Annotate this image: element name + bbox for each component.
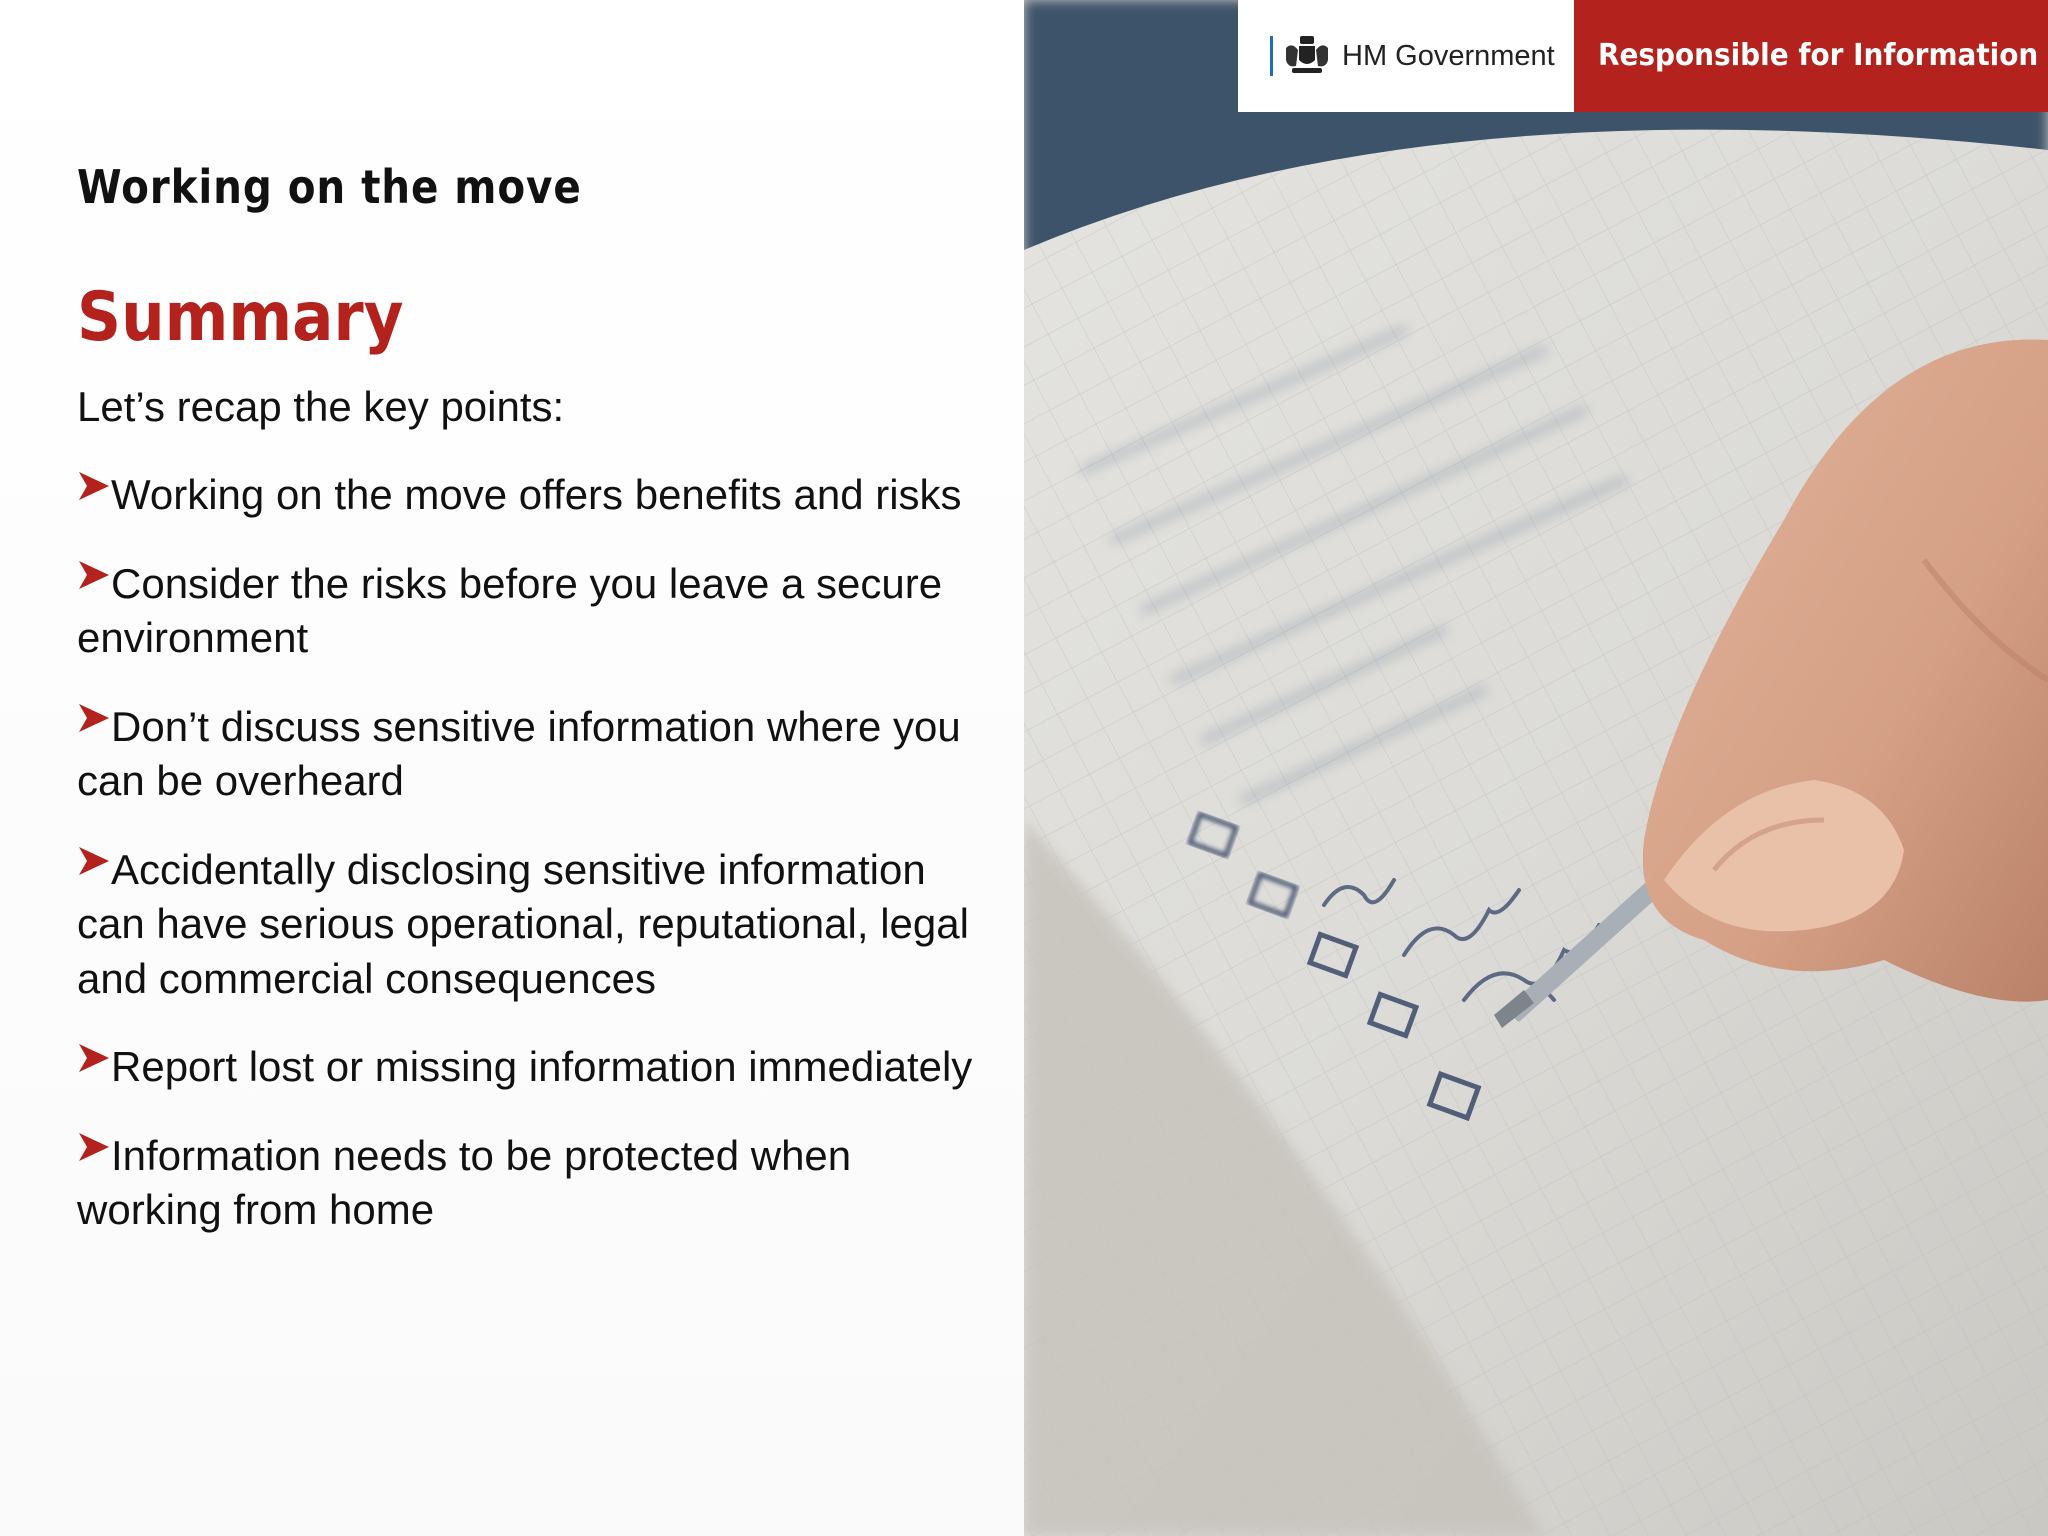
key-point [77, 557, 977, 666]
key-point-text: Working on the move offers benefits and risks [111, 471, 962, 518]
section-title: Working on the move [77, 160, 582, 214]
key-point [77, 1040, 977, 1095]
key-point-text: Consider the risks before you leave a secure environment [77, 559, 943, 661]
logo-divider [1270, 36, 1273, 76]
royal-coat-of-arms-icon [1282, 34, 1332, 78]
key-point [77, 1129, 977, 1238]
key-point-text: Don’t discuss sensitive information where you can be overheard [77, 702, 961, 804]
red-arrowhead-icon [77, 1130, 111, 1164]
key-point-text: Information needs to be protected when working from home [77, 1131, 852, 1233]
tagline-text: Responsible for Information [1598, 38, 2039, 73]
key-points-list [77, 468, 977, 1272]
red-arrowhead-icon [77, 469, 111, 503]
hm-government-label: HM Government [1342, 40, 1555, 72]
key-point-text: Report lost or missing information immediately [111, 1043, 973, 1090]
hm-government-logo [1238, 0, 1574, 112]
red-arrowhead-icon [77, 1041, 111, 1075]
key-point-text: Accidentally disclosing sensitive information can have serious operational, reputational, legal and commercial consequences [77, 845, 969, 1002]
red-arrowhead-icon [77, 701, 111, 735]
key-point [77, 468, 977, 523]
key-point [77, 843, 977, 1007]
red-arrowhead-icon [77, 844, 111, 878]
checklist-photo [1024, 0, 2048, 1536]
summary-heading: Summary [77, 278, 404, 357]
red-arrowhead-icon [77, 558, 111, 592]
tagline-banner [1574, 0, 2048, 112]
intro-text: Let’s recap the key points: [77, 383, 565, 430]
key-point [77, 700, 977, 809]
